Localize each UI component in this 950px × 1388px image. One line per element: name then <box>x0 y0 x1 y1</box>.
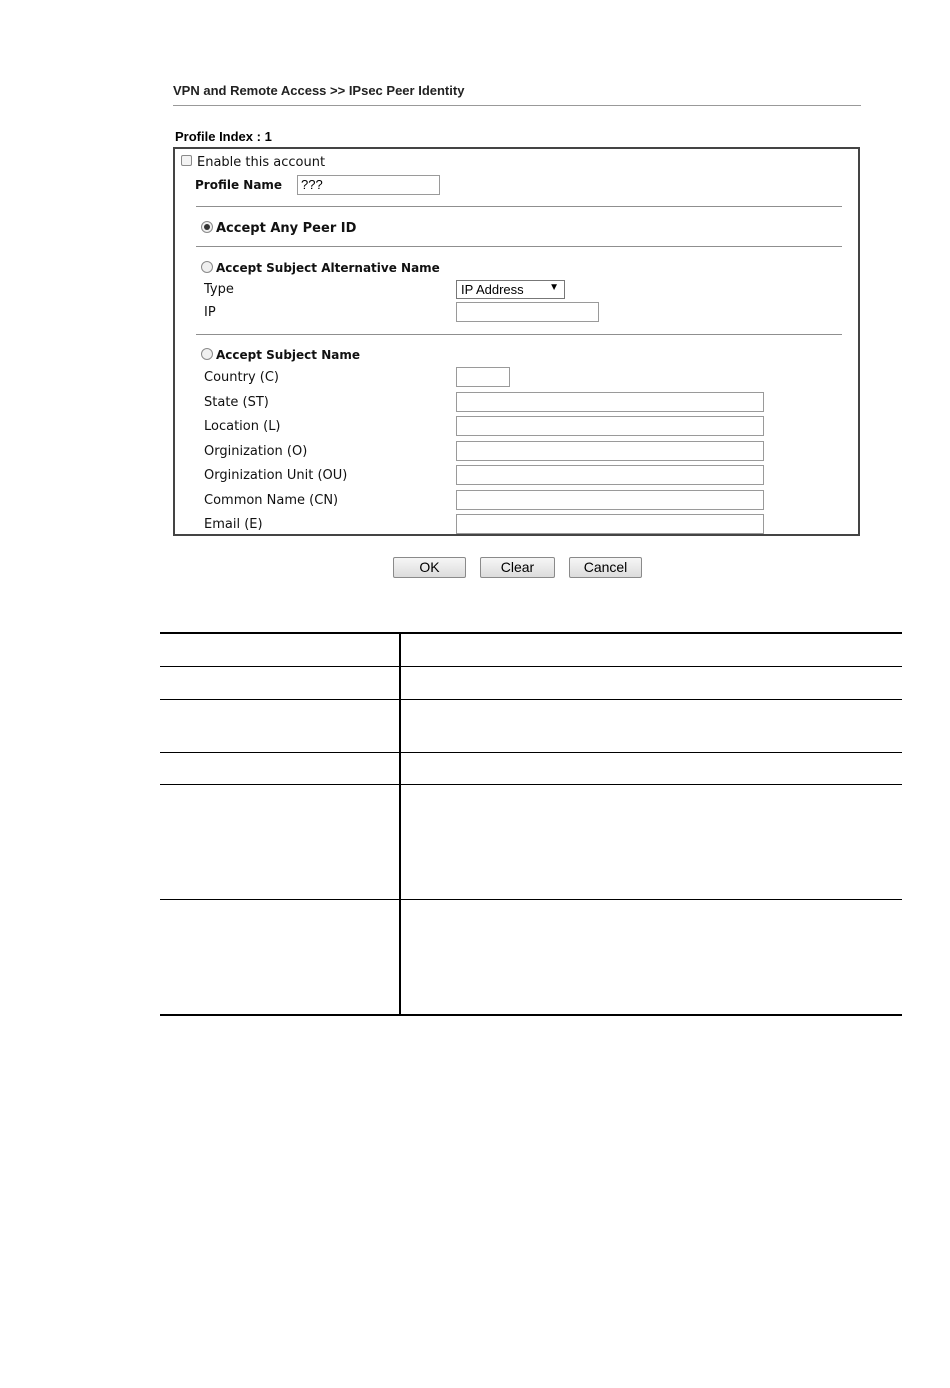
description-table <box>160 632 902 1016</box>
profile-name-label: Profile Name <box>195 178 283 192</box>
section-divider <box>196 206 842 207</box>
org-unit-input[interactable] <box>456 465 764 485</box>
ok-button[interactable]: OK <box>393 557 466 578</box>
accept-any-peer-label: Accept Any Peer ID <box>216 221 357 236</box>
country-label: Country (C) <box>204 370 279 385</box>
table-row-divider <box>160 666 902 667</box>
ip-label: IP <box>204 305 216 320</box>
accept-subject-name-radio[interactable] <box>201 348 213 360</box>
breadcrumb-divider <box>173 105 861 106</box>
organization-label: Orginization (O) <box>204 444 308 459</box>
common-name-label: Common Name (CN) <box>204 493 339 508</box>
enable-account-checkbox[interactable] <box>181 155 192 166</box>
profile-index-label: Profile Index : 1 <box>175 129 272 144</box>
table-bottom-border <box>160 1014 902 1016</box>
table-row-divider <box>160 752 902 753</box>
common-name-input[interactable] <box>456 490 764 510</box>
organization-input[interactable] <box>456 441 764 461</box>
table-row-divider <box>160 784 902 785</box>
table-top-border <box>160 632 902 634</box>
table-row-divider <box>160 699 902 700</box>
type-select-value: IP Address <box>461 282 524 297</box>
profile-name-input[interactable]: ??? <box>297 175 440 195</box>
cancel-button[interactable]: Cancel <box>569 557 642 578</box>
enable-account-label: Enable this account <box>197 155 326 170</box>
section-divider <box>196 246 842 247</box>
type-label: Type <box>204 282 234 297</box>
accept-san-radio[interactable] <box>201 261 213 273</box>
state-input[interactable] <box>456 392 764 412</box>
clear-button[interactable]: Clear <box>480 557 555 578</box>
location-input[interactable] <box>456 416 764 436</box>
section-divider <box>196 334 842 335</box>
state-label: State (ST) <box>204 395 269 410</box>
type-select[interactable] <box>456 280 565 299</box>
location-label: Location (L) <box>204 419 281 434</box>
dropdown-arrow-icon: ▼ <box>549 282 559 293</box>
email-label: Email (E) <box>204 517 263 532</box>
accept-subject-name-label: Accept Subject Name <box>216 348 360 362</box>
accept-san-label: Accept Subject Alternative Name <box>216 261 440 275</box>
peer-identity-form <box>173 147 860 536</box>
country-input[interactable] <box>456 367 510 387</box>
table-column-divider <box>399 632 401 1016</box>
ip-input[interactable] <box>456 302 599 322</box>
org-unit-label: Orginization Unit (OU) <box>204 468 348 483</box>
email-input[interactable] <box>456 514 764 534</box>
table-row-divider <box>160 899 902 900</box>
accept-any-peer-radio[interactable] <box>201 221 213 233</box>
breadcrumb: VPN and Remote Access >> IPsec Peer Identity <box>173 83 465 98</box>
